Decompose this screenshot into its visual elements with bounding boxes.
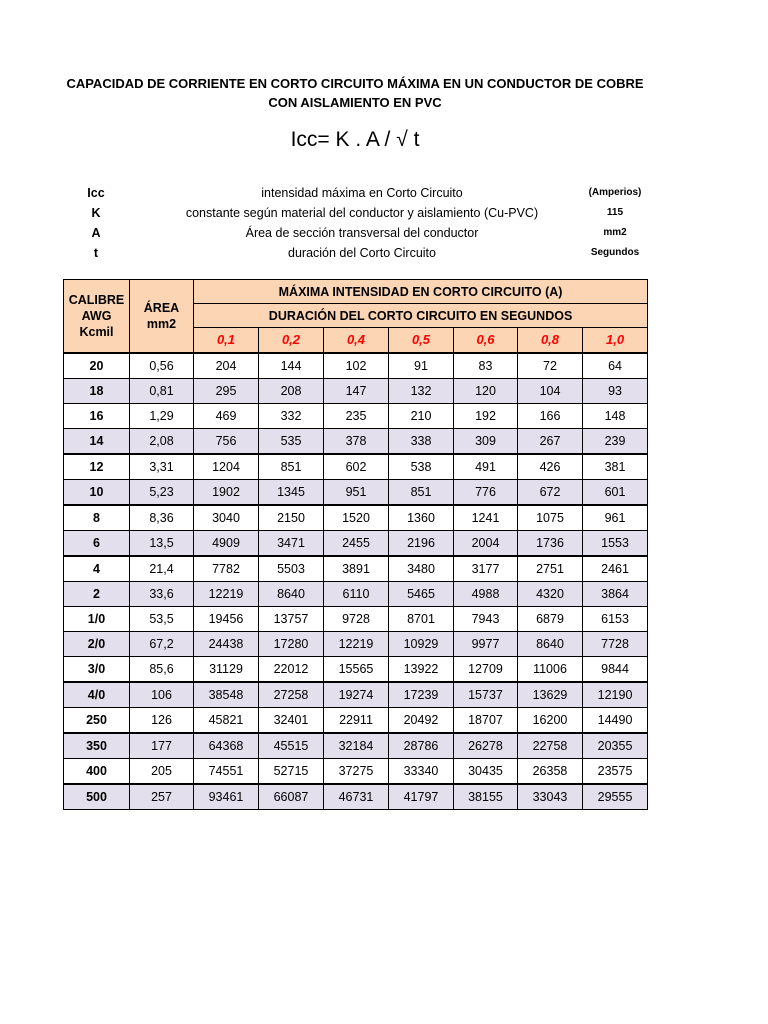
table-row — [64, 632, 648, 657]
cell-calibre: 2 — [64, 582, 130, 607]
cell-current: 45821 — [194, 708, 259, 734]
cell-current: 91 — [389, 353, 454, 379]
cell-current: 19274 — [324, 682, 389, 708]
cell-current: 491 — [454, 454, 518, 480]
cell-current: 45515 — [259, 733, 324, 759]
cell-current: 33340 — [389, 759, 454, 785]
cell-current: 538 — [389, 454, 454, 480]
cell-current: 22758 — [518, 733, 583, 759]
cell-current: 13629 — [518, 682, 583, 708]
table-row — [64, 379, 648, 404]
cell-current: 11006 — [518, 657, 583, 683]
cell-current: 2004 — [454, 531, 518, 557]
cell-current: 18707 — [454, 708, 518, 734]
cell-current: 8701 — [389, 607, 454, 632]
header-duration-value: 0,2 — [259, 328, 324, 354]
cell-current: 64 — [583, 353, 648, 379]
cell-current: 72 — [518, 353, 583, 379]
table-row — [64, 404, 648, 429]
cell-current: 5465 — [389, 582, 454, 607]
cell-current: 33043 — [518, 784, 583, 810]
cell-calibre: 6 — [64, 531, 130, 557]
cell-area: 13,5 — [130, 531, 194, 557]
cell-current: 469 — [194, 404, 259, 429]
cell-area: 106 — [130, 682, 194, 708]
cell-current: 2150 — [259, 505, 324, 531]
cell-current: 1075 — [518, 505, 583, 531]
cell-current: 26278 — [454, 733, 518, 759]
cell-current: 1902 — [194, 480, 259, 506]
header-calibre — [64, 280, 130, 354]
cell-current: 851 — [259, 454, 324, 480]
cell-calibre: 10 — [64, 480, 130, 506]
cell-current: 24438 — [194, 632, 259, 657]
header-duration-value: 0,4 — [324, 328, 389, 354]
cell-current: 12709 — [454, 657, 518, 683]
cell-calibre: 500 — [64, 784, 130, 810]
cell-current: 961 — [583, 505, 648, 531]
cell-current: 3891 — [324, 556, 389, 582]
header-calibre-line: AWG — [81, 309, 112, 323]
cell-current: 535 — [259, 429, 324, 455]
cell-area: 3,31 — [130, 454, 194, 480]
cell-current: 756 — [194, 429, 259, 455]
cell-current: 38548 — [194, 682, 259, 708]
legend-description: intensidad máxima en Corto Circuito — [261, 186, 463, 200]
legend-unit: (Amperios) — [588, 187, 642, 198]
legend-description: duración del Corto Circuito — [288, 246, 436, 260]
cell-current: 28786 — [389, 733, 454, 759]
cell-area: 33,6 — [130, 582, 194, 607]
cell-current: 1204 — [194, 454, 259, 480]
cell-calibre: 20 — [64, 353, 130, 379]
header-duration-value: 0,8 — [518, 328, 583, 354]
cell-current: 210 — [389, 404, 454, 429]
table-row — [64, 733, 648, 759]
cell-area: 53,5 — [130, 607, 194, 632]
cell-current: 1736 — [518, 531, 583, 557]
legend-row-icc — [60, 183, 680, 203]
cell-current: 10929 — [389, 632, 454, 657]
header-area-line: ÁREA — [143, 301, 180, 315]
cell-current: 1553 — [583, 531, 648, 557]
cell-calibre: 4/0 — [64, 682, 130, 708]
legend-row-t — [60, 243, 680, 263]
header-calibre-line: Kcmil — [79, 325, 114, 339]
cell-current: 9728 — [324, 607, 389, 632]
short-circuit-table — [63, 279, 648, 810]
header-duration: DURACIÓN DEL CORTO CIRCUITO EN SEGUNDOS — [194, 304, 648, 328]
table-row — [64, 682, 648, 708]
cell-current: 3177 — [454, 556, 518, 582]
legend-description: Área de sección transversal del conductor — [245, 226, 479, 240]
cell-current: 3471 — [259, 531, 324, 557]
cell-calibre: 350 — [64, 733, 130, 759]
cell-current: 204 — [194, 353, 259, 379]
header-duration-value: 1,0 — [583, 328, 648, 354]
cell-current: 7943 — [454, 607, 518, 632]
cell-current: 951 — [324, 480, 389, 506]
legend-symbol: t — [93, 246, 99, 260]
table-row — [64, 607, 648, 632]
cell-current: 15565 — [324, 657, 389, 683]
cell-current: 2455 — [324, 531, 389, 557]
cell-current: 102 — [324, 353, 389, 379]
cell-current: 27258 — [259, 682, 324, 708]
legend-row-k — [60, 203, 680, 223]
header-duration-value: 0,5 — [389, 328, 454, 354]
header-area — [130, 280, 194, 354]
cell-current: 239 — [583, 429, 648, 455]
cell-calibre: 14 — [64, 429, 130, 455]
cell-area: 67,2 — [130, 632, 194, 657]
cell-area: 126 — [130, 708, 194, 734]
cell-current: 1345 — [259, 480, 324, 506]
cell-current: 41797 — [389, 784, 454, 810]
cell-current: 17239 — [389, 682, 454, 708]
cell-current: 31129 — [194, 657, 259, 683]
cell-current: 26358 — [518, 759, 583, 785]
cell-calibre: 3/0 — [64, 657, 130, 683]
table-row — [64, 784, 648, 810]
cell-calibre: 18 — [64, 379, 130, 404]
cell-current: 4320 — [518, 582, 583, 607]
cell-current: 378 — [324, 429, 389, 455]
cell-current: 4988 — [454, 582, 518, 607]
cell-current: 132 — [389, 379, 454, 404]
document-title-line1: CAPACIDAD DE CORRIENTE EN CORTO CIRCUITO MÁXIMA EN UN CONDUCTOR DE COBRE — [66, 76, 644, 91]
cell-current: 20355 — [583, 733, 648, 759]
cell-current: 8640 — [518, 632, 583, 657]
cell-current: 23575 — [583, 759, 648, 785]
cell-current: 602 — [324, 454, 389, 480]
cell-current: 12219 — [194, 582, 259, 607]
cell-current: 32184 — [324, 733, 389, 759]
cell-current: 13922 — [389, 657, 454, 683]
cell-current: 30435 — [454, 759, 518, 785]
cell-current: 295 — [194, 379, 259, 404]
cell-calibre: 2/0 — [64, 632, 130, 657]
cell-area: 257 — [130, 784, 194, 810]
cell-area: 0,81 — [130, 379, 194, 404]
cell-area: 0,56 — [130, 353, 194, 379]
cell-current: 37275 — [324, 759, 389, 785]
cell-current: 19456 — [194, 607, 259, 632]
legend-unit: Segundos — [590, 247, 640, 258]
header-calibre-line: CALIBRE — [68, 293, 125, 307]
cell-current: 2461 — [583, 556, 648, 582]
legend-description: constante según material del conductor y aislamiento (Cu-PVC) — [185, 206, 539, 220]
cell-current: 13757 — [259, 607, 324, 632]
cell-current: 8640 — [259, 582, 324, 607]
cell-current: 381 — [583, 454, 648, 480]
cell-area: 1,29 — [130, 404, 194, 429]
cell-area: 2,08 — [130, 429, 194, 455]
cell-current: 1360 — [389, 505, 454, 531]
cell-current: 332 — [259, 404, 324, 429]
cell-current: 776 — [454, 480, 518, 506]
cell-current: 66087 — [259, 784, 324, 810]
cell-current: 29555 — [583, 784, 648, 810]
legend-unit: mm2 — [603, 227, 627, 238]
cell-current: 208 — [259, 379, 324, 404]
cell-current: 6110 — [324, 582, 389, 607]
cell-current: 3480 — [389, 556, 454, 582]
cell-calibre: 250 — [64, 708, 130, 734]
cell-calibre: 400 — [64, 759, 130, 785]
cell-area: 8,36 — [130, 505, 194, 531]
document-title-line2: CON AISLAMIENTO EN PVC — [268, 95, 442, 110]
cell-current: 5503 — [259, 556, 324, 582]
cell-current: 93461 — [194, 784, 259, 810]
table-row — [64, 480, 648, 506]
cell-current: 46731 — [324, 784, 389, 810]
cell-current: 32401 — [259, 708, 324, 734]
table-row — [64, 708, 648, 734]
cell-current: 338 — [389, 429, 454, 455]
cell-current: 64368 — [194, 733, 259, 759]
cell-current: 104 — [518, 379, 583, 404]
table-row — [64, 429, 648, 455]
legend-symbol: A — [91, 226, 101, 240]
cell-area: 5,23 — [130, 480, 194, 506]
cell-current: 148 — [583, 404, 648, 429]
legend — [60, 183, 680, 263]
cell-current: 1520 — [324, 505, 389, 531]
table-row — [64, 531, 648, 557]
cell-current: 12219 — [324, 632, 389, 657]
cell-current: 6153 — [583, 607, 648, 632]
formula: Icc= K . A / √ t — [290, 128, 420, 151]
cell-current: 2196 — [389, 531, 454, 557]
cell-current: 7728 — [583, 632, 648, 657]
cell-area: 205 — [130, 759, 194, 785]
legend-symbol: Icc — [87, 186, 105, 200]
cell-current: 120 — [454, 379, 518, 404]
cell-current: 601 — [583, 480, 648, 506]
cell-current: 17280 — [259, 632, 324, 657]
cell-current: 166 — [518, 404, 583, 429]
cell-current: 74551 — [194, 759, 259, 785]
header-area-line: mm2 — [146, 317, 177, 331]
legend-row-a — [60, 223, 680, 243]
cell-current: 1241 — [454, 505, 518, 531]
cell-current: 309 — [454, 429, 518, 455]
table-row — [64, 759, 648, 785]
cell-current: 3040 — [194, 505, 259, 531]
cell-current: 235 — [324, 404, 389, 429]
cell-current: 426 — [518, 454, 583, 480]
cell-current: 15737 — [454, 682, 518, 708]
table-row — [64, 556, 648, 582]
table-row — [64, 454, 648, 480]
cell-current: 12190 — [583, 682, 648, 708]
cell-calibre: 4 — [64, 556, 130, 582]
header-duration-value: 0,6 — [454, 328, 518, 354]
table-row — [64, 353, 648, 379]
cell-current: 9844 — [583, 657, 648, 683]
table-row — [64, 505, 648, 531]
cell-current: 672 — [518, 480, 583, 506]
cell-calibre: 12 — [64, 454, 130, 480]
cell-current: 22012 — [259, 657, 324, 683]
cell-current: 52715 — [259, 759, 324, 785]
legend-unit: 115 — [606, 207, 624, 218]
cell-calibre: 1/0 — [64, 607, 130, 632]
cell-current: 147 — [324, 379, 389, 404]
table-row — [64, 582, 648, 607]
cell-current: 38155 — [454, 784, 518, 810]
cell-current: 16200 — [518, 708, 583, 734]
table-row — [64, 657, 648, 683]
cell-current: 83 — [454, 353, 518, 379]
cell-current: 14490 — [583, 708, 648, 734]
cell-current: 2751 — [518, 556, 583, 582]
cell-current: 6879 — [518, 607, 583, 632]
cell-area: 177 — [130, 733, 194, 759]
cell-calibre: 16 — [64, 404, 130, 429]
cell-calibre: 8 — [64, 505, 130, 531]
cell-current: 851 — [389, 480, 454, 506]
cell-current: 22911 — [324, 708, 389, 734]
cell-area: 21,4 — [130, 556, 194, 582]
cell-current: 3864 — [583, 582, 648, 607]
header-max-current: MÁXIMA INTENSIDAD EN CORTO CIRCUITO (A) — [194, 280, 648, 304]
cell-current: 267 — [518, 429, 583, 455]
cell-current: 144 — [259, 353, 324, 379]
cell-area: 85,6 — [130, 657, 194, 683]
cell-current: 9977 — [454, 632, 518, 657]
cell-current: 4909 — [194, 531, 259, 557]
cell-current: 192 — [454, 404, 518, 429]
cell-current: 7782 — [194, 556, 259, 582]
cell-current: 93 — [583, 379, 648, 404]
header-duration-value: 0,1 — [194, 328, 259, 354]
cell-current: 20492 — [389, 708, 454, 734]
legend-symbol: K — [91, 206, 101, 220]
